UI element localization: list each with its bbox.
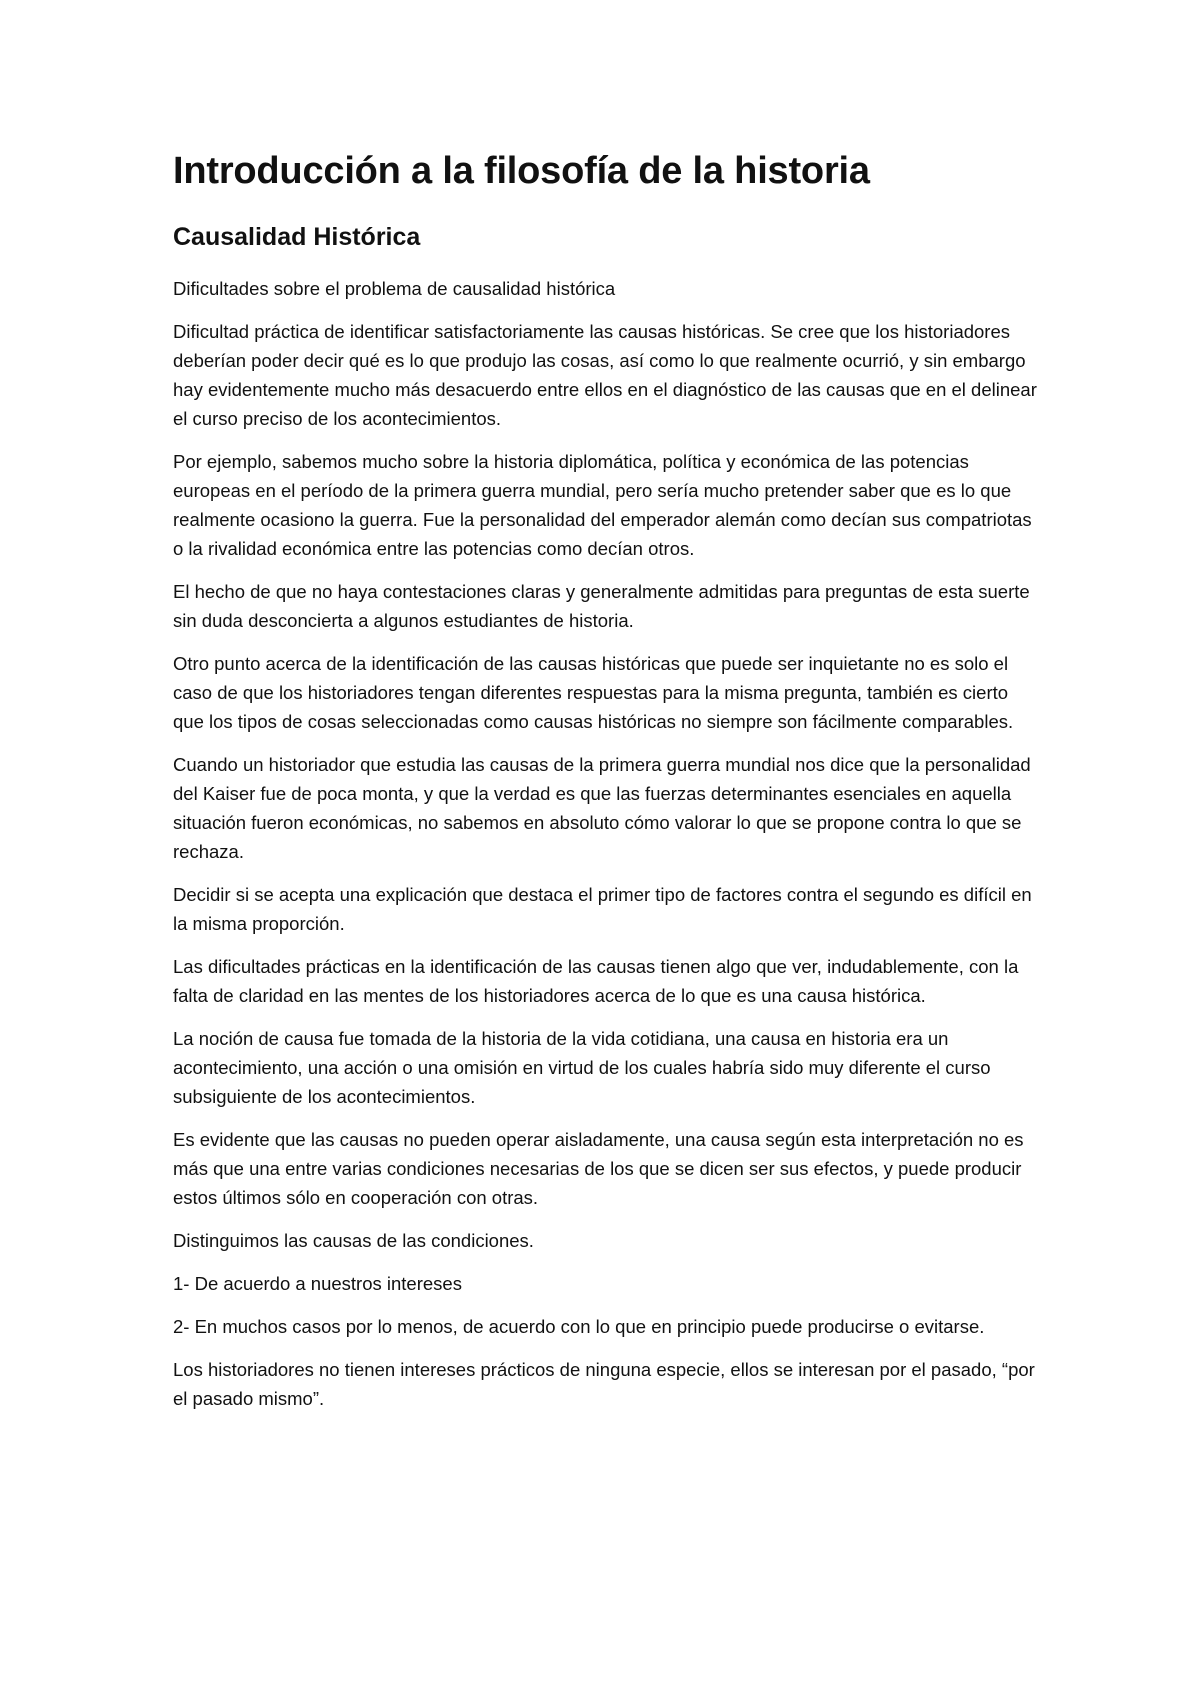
document-page bbox=[173, 150, 1043, 1427]
section-heading: Causalidad Histórica bbox=[173, 222, 421, 251]
paragraph: Las dificultades prácticas en la identificación de las causas tienen algo que ver, indudablemente, con la falta de claridad en las mentes de los historiadores acerca de lo que es una causa histórica. bbox=[173, 955, 1019, 1006]
paragraph: Decidir si se acepta una explicación que destaca el primer tipo de factores contra el segundo es difícil en la misma proporción. bbox=[173, 883, 1032, 934]
paragraph: Distinguimos las causas de las condiciones. bbox=[173, 1229, 534, 1251]
paragraph: Por ejemplo, sabemos mucho sobre la historia diplomática, política y económica de las potencias europeas en el período de la primera guerra mundial, pero sería mucho pretender saber que es lo que realmente ocasiono la guerra. Fue la personalidad del emperador alemán como decían sus compatriotas o la rivalidad económica entre las potencias como decían otros. bbox=[173, 450, 1032, 559]
document-title: Introducción a la filosofía de la historia bbox=[173, 150, 870, 192]
paragraph: Los historiadores no tienen intereses prácticos de ninguna especie, ellos se interesan por el pasado, “por el pasado mismo”. bbox=[173, 1358, 1035, 1409]
list-item: 2- En muchos casos por lo menos, de acuerdo con lo que en principio puede producirse o evitarse. bbox=[173, 1315, 985, 1337]
paragraph: Cuando un historiador que estudia las causas de la primera guerra mundial nos dice que la personalidad del Kaiser fue de poca monta, y que la verdad es que las fuerzas determinantes esenciales en aquella situación fueron económicas, no sabemos en absoluto cómo valorar lo que se propone contra lo que se rechaza. bbox=[173, 753, 1031, 862]
paragraph: Dificultad práctica de identificar satisfactoriamente las causas históricas. Se cree que los historiadores deberían poder decir qué es lo que produjo las cosas, así como lo que realmente ocurrió, y sin embargo hay evidentemente mucho más desacuerdo entre ellos en el diagnóstico de las causas que en el delinear el curso preciso de los acontecimientos. bbox=[173, 320, 1037, 429]
paragraph: Otro punto acerca de la identificación de las causas históricas que puede ser inquietante no es solo el caso de que los historiadores tengan diferentes respuestas para la misma pregunta, también es cierto que los tipos de cosas seleccionadas como causas históricas no siempre son fácilmente comparables. bbox=[173, 652, 1014, 732]
paragraph: La noción de causa fue tomada de la historia de la vida cotidiana, una causa en historia era un acontecimiento, una acción o una omisión en virtud de los cuales habría sido muy diferente el curso subsiguiente de los acontecimientos. bbox=[173, 1027, 991, 1107]
paragraph-intro: Dificultades sobre el problema de causalidad histórica bbox=[173, 277, 616, 299]
list-item: 1- De acuerdo a nuestros intereses bbox=[173, 1272, 462, 1294]
paragraph: El hecho de que no haya contestaciones claras y generalmente admitidas para preguntas de esta suerte sin duda desconcierta a algunos estudiantes de historia. bbox=[173, 580, 1030, 631]
paragraph: Es evidente que las causas no pueden operar aisladamente, una causa según esta interpretación no es más que una entre varias condiciones necesarias de los que se dicen ser sus efectos, y puede producir estos últimos sólo en cooperación con otras. bbox=[173, 1128, 1024, 1208]
